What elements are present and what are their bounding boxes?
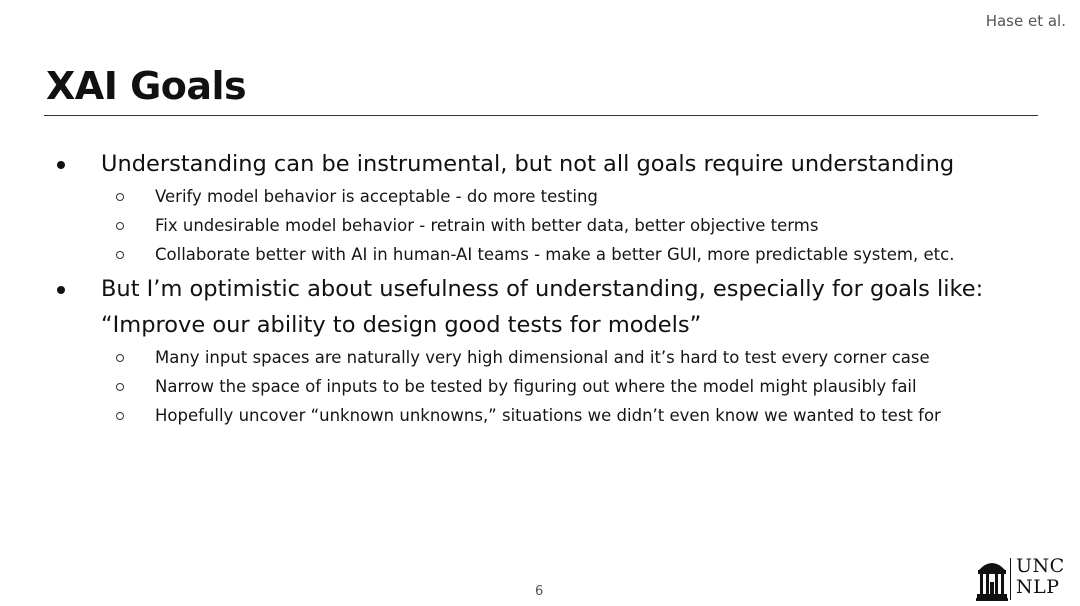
logo-line-unc: UNC: [1016, 555, 1065, 577]
bullet-dot-icon: [57, 161, 65, 169]
old-well-icon: [976, 556, 1008, 602]
sub-bullet-item: [56, 343, 1056, 372]
logo-divider: [1010, 558, 1011, 600]
slide-content: [56, 146, 1056, 432]
sub-bullet-text: Verify model behavior is acceptable - do more testing: [155, 187, 598, 206]
slide-title: XAI Goals: [46, 64, 247, 108]
hollow-circle-icon: [116, 222, 124, 230]
logo-wordmark: [1016, 556, 1065, 598]
sub-bullet-item: [56, 182, 1056, 211]
sub-bullet-item: [56, 240, 1056, 269]
hollow-circle-icon: [116, 412, 124, 420]
hollow-circle-icon: [116, 193, 124, 201]
sub-bullet-text: Collaborate better with AI in human-AI teams - make a better GUI, more predictable system, etc.: [155, 245, 955, 264]
sub-bullet-text: Fix undesirable model behavior - retrain with better data, better objective terms: [155, 216, 819, 235]
page-number: 6: [535, 584, 544, 599]
bullet-text: But I’m optimistic about usefulness of understanding, especially for goals like: “Improve our ability to design good tests for models”: [101, 276, 984, 338]
sub-bullet-item: [56, 211, 1056, 240]
sub-bullet-text: Hopefully uncover “unknown unknowns,” situations we didn’t even know we wanted to test for: [155, 406, 941, 425]
sub-bullet-item: [56, 401, 1056, 430]
unc-nlp-logo: [976, 556, 1072, 602]
sub-bullet-list: [56, 182, 1056, 269]
hollow-circle-icon: [116, 354, 124, 362]
hollow-circle-icon: [116, 251, 124, 259]
bullet-text: Understanding can be instrumental, but not all goals require understanding: [101, 151, 955, 177]
bullet-dot-icon: [57, 286, 65, 294]
sub-bullet-list: [56, 343, 1056, 430]
bullet-item: [56, 271, 1056, 343]
logo-line-nlp: NLP: [1016, 576, 1060, 598]
sub-bullet-text: Many input spaces are naturally very high dimensional and it’s hard to test every corner case: [155, 348, 930, 367]
bullet-item: [56, 146, 1056, 182]
sub-bullet-text: Narrow the space of inputs to be tested by figuring out where the model might plausibly fail: [155, 377, 917, 396]
author-credit: Hase et al.: [985, 12, 1066, 30]
hollow-circle-icon: [116, 383, 124, 391]
title-divider: [44, 115, 1038, 116]
sub-bullet-item: [56, 372, 1056, 401]
